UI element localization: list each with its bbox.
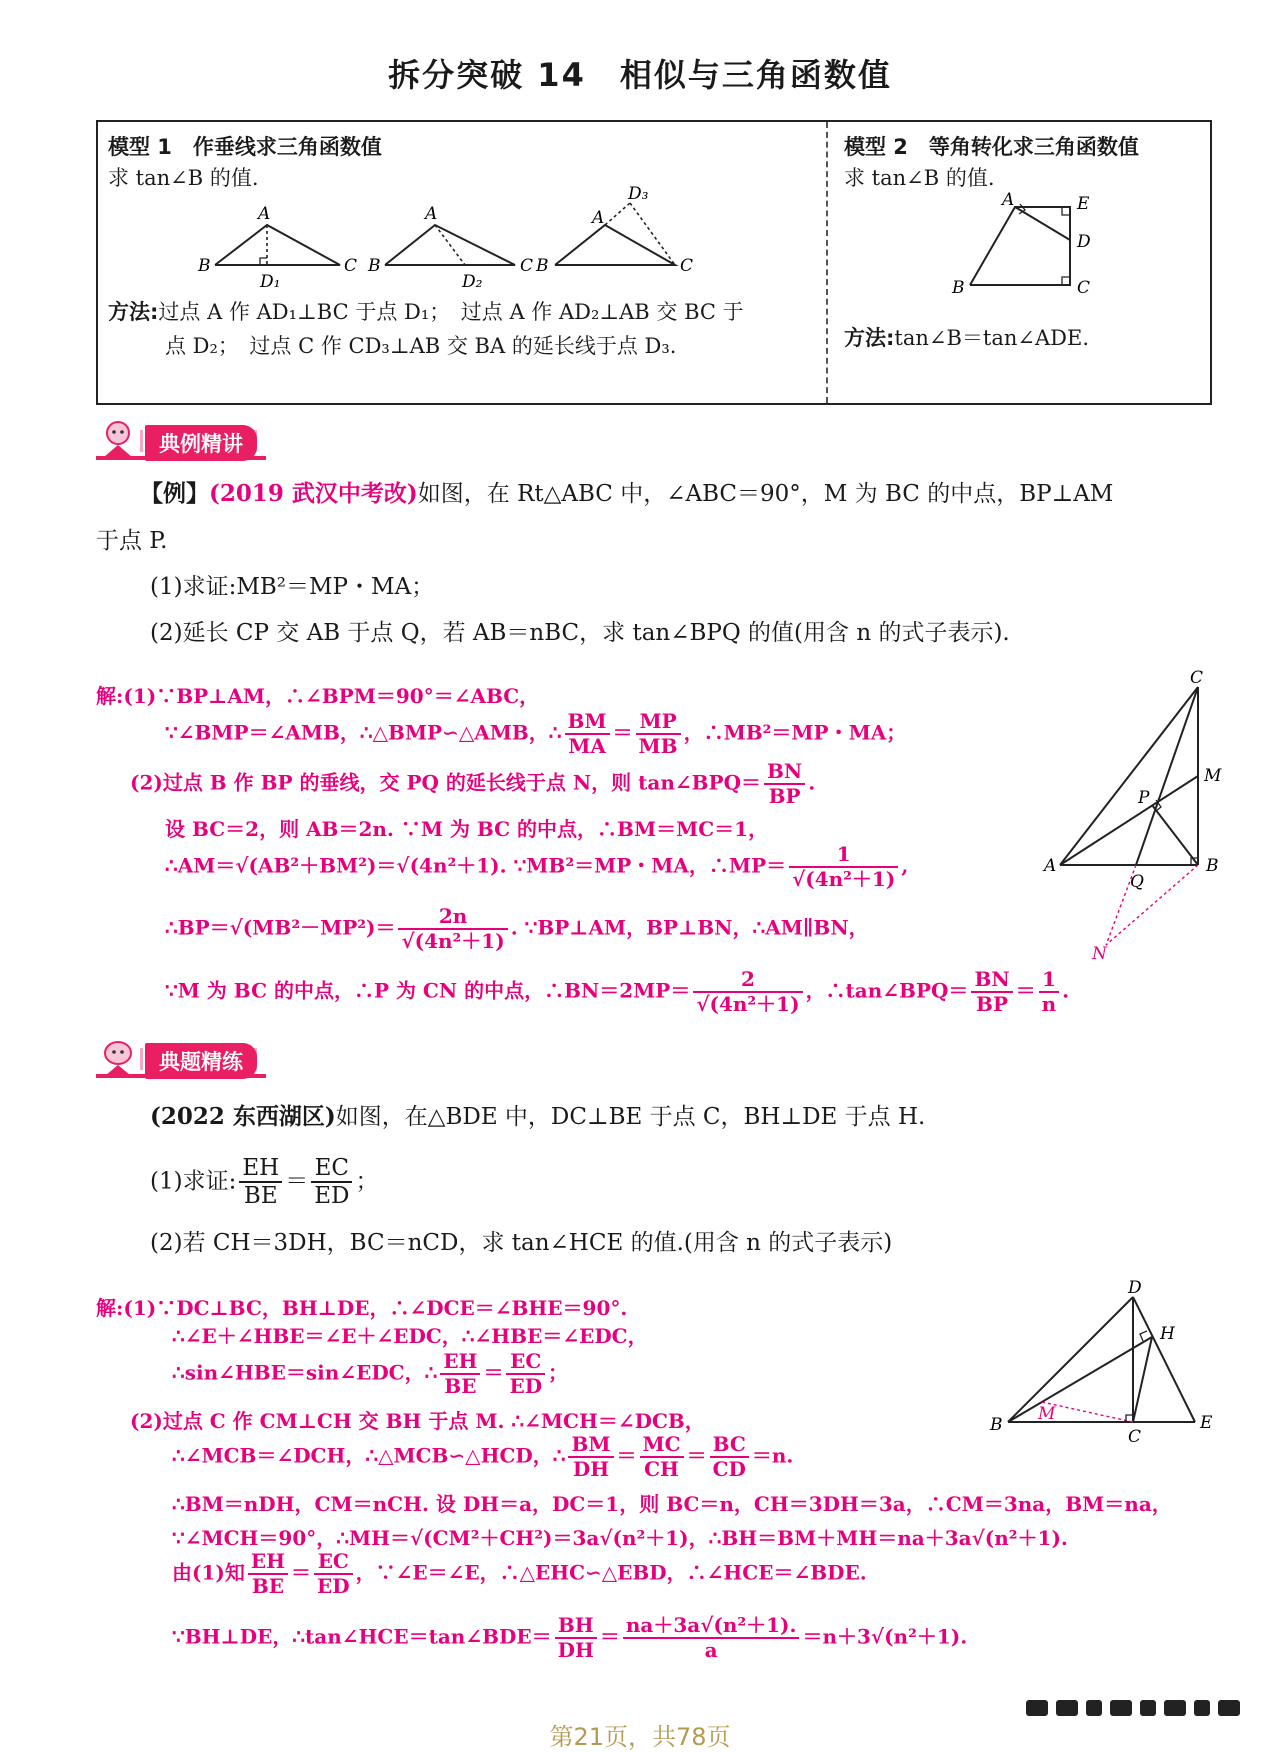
fig2-perp [435,225,465,265]
practice-sol-9: ∵BH⊥DE，∴tan∠HCE＝tan∠BDE＝ $\frac{BH}{DH}$ ＝ $\frac{\text{na＋3a√(n²＋1).}}{a}$ ＝n＋3√(n²＋1). [172,1613,968,1662]
pr-label-C: C [1128,1427,1142,1447]
model1-prompt: 求 tan∠B 的值. [108,166,259,190]
model2-method [844,322,1089,352]
model1-method-text1: 过点 A 作 AD₁⊥BC 于点 D₁； 过点 A 作 AD₂⊥AB 交 BC 于 [158,300,744,324]
practice-sol-3: ∴sin∠HBE＝sin∠EDC，∴ $\frac{EH}{BE}$ ＝ $\frac{EC}{ED}$ ； [172,1349,569,1398]
example-sol-4: 设 BC＝2，则 AB＝2n. ∵M 为 BC 的中点，∴BM＝MC＝1， [165,817,769,841]
example-sol-2: ∵∠BMP＝∠AMB，∴△BMP∽△AMB，∴ $\frac{BM}{MA}$ ＝ $\frac{MP}{MB}$ ，∴MB²＝MP・MA； [165,709,907,758]
fig1-triangle [215,225,340,265]
ex-label-A: A [1044,856,1057,876]
example-q2: (2)延长 CP 交 AB 于点 Q，若 AB＝nBC，求 tan∠BPQ 的值(用含 n 的式子表示). [150,620,1010,646]
model2-label-C: C [1077,278,1091,298]
model2-method-label: 方法: [844,326,895,350]
practice-sol-5: ∴∠MCB＝∠DCH，∴△MCB∽△HCD，∴ $\frac{BM}{DH}$ ＝ $\frac{MC}{CH}$ ＝ $\frac{BC}{CD}$ ＝n. [172,1432,794,1481]
ex-label-N: N [1092,944,1107,964]
practice-figure [980,1278,1220,1450]
fig2-label-A: A [425,204,438,224]
example-statement: 如图，在 Rt△ABC 中，∠ABC＝90°，M 为 BC 的中点，BP⊥AM [417,481,1114,507]
page-number: 第21页，共78页 [549,1723,731,1751]
model2-figure [940,190,1120,298]
fig2-label-C: C [520,256,534,276]
model2-method-text: tan∠B＝tan∠ADE. [894,326,1090,350]
model2-label-A: A [1002,190,1015,210]
model1-figures [180,184,750,305]
example-sol-6: ∴BP＝√(MB²－MP²)＝ $\frac{2n}{\text{√(4n²＋1)}}$ . ∵BP⊥AM，BP⊥BN，∴AM∥BN， [165,904,869,953]
practice-q1: (1)求证: $\frac{EH}{BE}$ ＝ $\frac{EC}{ED}$ ； [150,1155,379,1210]
page-title: 拆分突破 14 相似与三角函数值 [388,56,892,94]
fig3-triangle [555,225,675,265]
practice-sol-2: ∴∠E＋∠HBE＝∠E＋∠EDC，∴∠HBE＝∠EDC， [172,1324,648,1348]
pr-label-H: H [1160,1324,1175,1344]
practice-sol-7: ∵∠MCH＝90°，∴MH＝√(CM²＋CH²)＝3a√(n²＋1)，∴BH＝BM＋MH＝na＋3a√(n²＋1). [172,1526,1068,1550]
practice-sol-6: ∴BM＝nDH，CM＝nCH. 设 DH＝a，DC＝1，则 BC＝n，CH＝3DH＝3a，∴CM＝3na，BM＝na， [172,1492,1172,1516]
fig3-label-C: C [680,256,694,276]
model2-label-D: D [1077,232,1091,252]
pr-label-E: E [1200,1413,1213,1433]
practice-sol-1: 解:(1)∵DC⊥BC，BH⊥DE，∴∠DCE＝∠BHE＝90°. [96,1296,628,1320]
fig2-label-B: B [368,256,381,276]
example-sol-5: ∴AM＝√(AB²＋BM²)＝√(4n²＋1). ∵MB²＝MP・MA，∴MP＝ $\frac{1}{\text{√(4n²＋1)}}$ , [165,842,909,891]
pr-label-B: B [990,1415,1003,1435]
model1-method-line1 [108,296,744,326]
model2-heading: 模型 2 等角转化求三角函数值 [844,135,1139,159]
model2-label-B: B [952,278,965,298]
example-line1 [140,480,1113,509]
practice-q2: (2)若 CH＝3DH，BC＝nCD，求 tan∠HCE 的值.(用含 n 的式子表示) [150,1230,893,1256]
pr-label-D: D [1128,1278,1142,1298]
example-sol-1: 解:(1)∵BP⊥AM，∴∠BPM＝90°＝∠ABC， [96,684,540,708]
example-q1: (1)求证:MB²＝MP・MA； [150,574,435,600]
fig3-label-A: A [592,208,605,228]
fig1-label-C: C [344,256,358,276]
ex-label-M: M [1204,766,1222,786]
fig3-extension [605,203,630,225]
example-sol-3: (2)过点 B 作 BP 的垂线，交 PQ 的延长线于点 N，则 tan∠BPQ＝ $\frac{BN}{BP}$ . [130,759,816,808]
example-source: (2019 武汉中考改) [209,480,418,507]
example-sol-7: ∵M 为 BC 的中点，∴P 为 CN 的中点，∴BN＝2MP＝ $\frac{2}{\text{√(4n²＋1)}}$ ，∴tan∠BPQ＝ $\frac{BN}{BP}$ ＝ $\frac{1}{n}$ . [165,967,1070,1016]
model1-method-line2: 点 D₂； 过点 C 作 CD₃⊥AB 交 BA 的延长线于点 D₃. [165,334,677,358]
fig3-label-B: B [536,256,549,276]
fig2-label-D2: D₂ [462,272,483,292]
ex-label-B: B [1206,856,1219,876]
section-mascot-icon-2 [96,1035,144,1075]
practice-line1 [150,1103,925,1132]
example-label: 【例】 [140,480,209,507]
section-tag-example: 典例精讲 [145,425,257,461]
fig3-label-D3: D₃ [628,184,649,204]
fig1-right-angle [260,258,267,265]
ex-label-C: C [1190,668,1204,688]
fig1-label-D1: D₁ [260,272,281,292]
model-divider [826,122,828,403]
fig1-label-A: A [258,204,271,224]
example-line2: 于点 P. [96,528,168,554]
practice-source: (2022 东西湖区) [150,1103,336,1130]
section-tag-practice: 典题精练 [145,1043,257,1079]
model1-heading: 模型 1 作垂线求三角函数值 [108,135,382,159]
model2-quad [970,207,1070,285]
model2-label-E: E [1077,194,1090,214]
section-mascot-icon [96,417,144,457]
model1-method-label: 方法: [108,300,159,324]
fig1-label-B: B [198,256,211,276]
practice-sol-4: (2)过点 C 作 CM⊥CH 交 BH 于点 M. ∴∠MCH＝∠DCB， [130,1409,705,1433]
ex-label-P: P [1138,788,1150,808]
pr-label-M: M [1038,1404,1056,1424]
ex-label-Q: Q [1130,872,1144,892]
fig3-perp [630,203,675,265]
model2-prompt: 求 tan∠B 的值. [844,166,995,190]
practice-statement: 如图，在△BDE 中，DC⊥BE 于点 C，BH⊥DE 于点 H. [335,1104,926,1130]
practice-sol-8: 由(1)知 $\frac{EH}{BE}$ ＝ $\frac{EC}{ED}$ ，∵∠E＝∠E，∴△EHC∽△EBD，∴∠HCE＝∠BDE. [172,1549,867,1598]
example-figure [1040,665,1240,965]
